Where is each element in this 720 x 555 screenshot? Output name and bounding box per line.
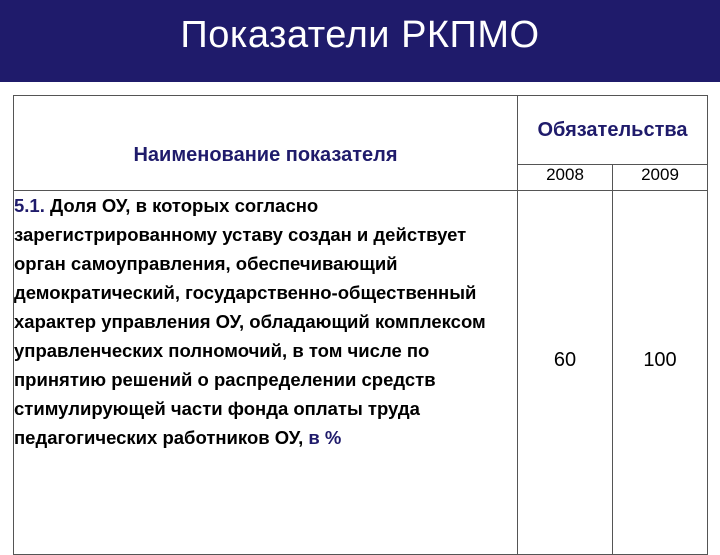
row-indicator-description (14, 191, 518, 555)
header-indicator-name (14, 96, 518, 191)
title-bar (0, 0, 720, 82)
header-indicator-name-label: Наименование показателя (133, 143, 398, 166)
value-2008-text: 60 (553, 349, 577, 371)
row-unit: в % (308, 427, 342, 448)
value-2009 (613, 191, 708, 555)
value-2008 (518, 191, 613, 555)
row-text: Доля ОУ, в которых согласно зарегистрированному уставу создан и действует орган самоуправления, обеспечивающий демократический, государственно-общественный характер управления ОУ, обладающий комплексом управленческих полномочий, в том числе по принятию решений о распределении средств стимулирующей части фонда оплаты труда педагогических работников ОУ, (14, 195, 486, 448)
header-year-2008: 2008 (518, 165, 613, 191)
slide-title: Показатели РКПМО (180, 13, 540, 56)
indicators-table (13, 95, 708, 555)
row-number: 5.1. (14, 195, 45, 216)
table-row (14, 191, 708, 555)
value-2009-text: 100 (643, 349, 677, 371)
header-year-2009: 2009 (613, 165, 708, 191)
table-header-row (14, 96, 708, 165)
header-obligations: Обязательства (518, 96, 708, 165)
